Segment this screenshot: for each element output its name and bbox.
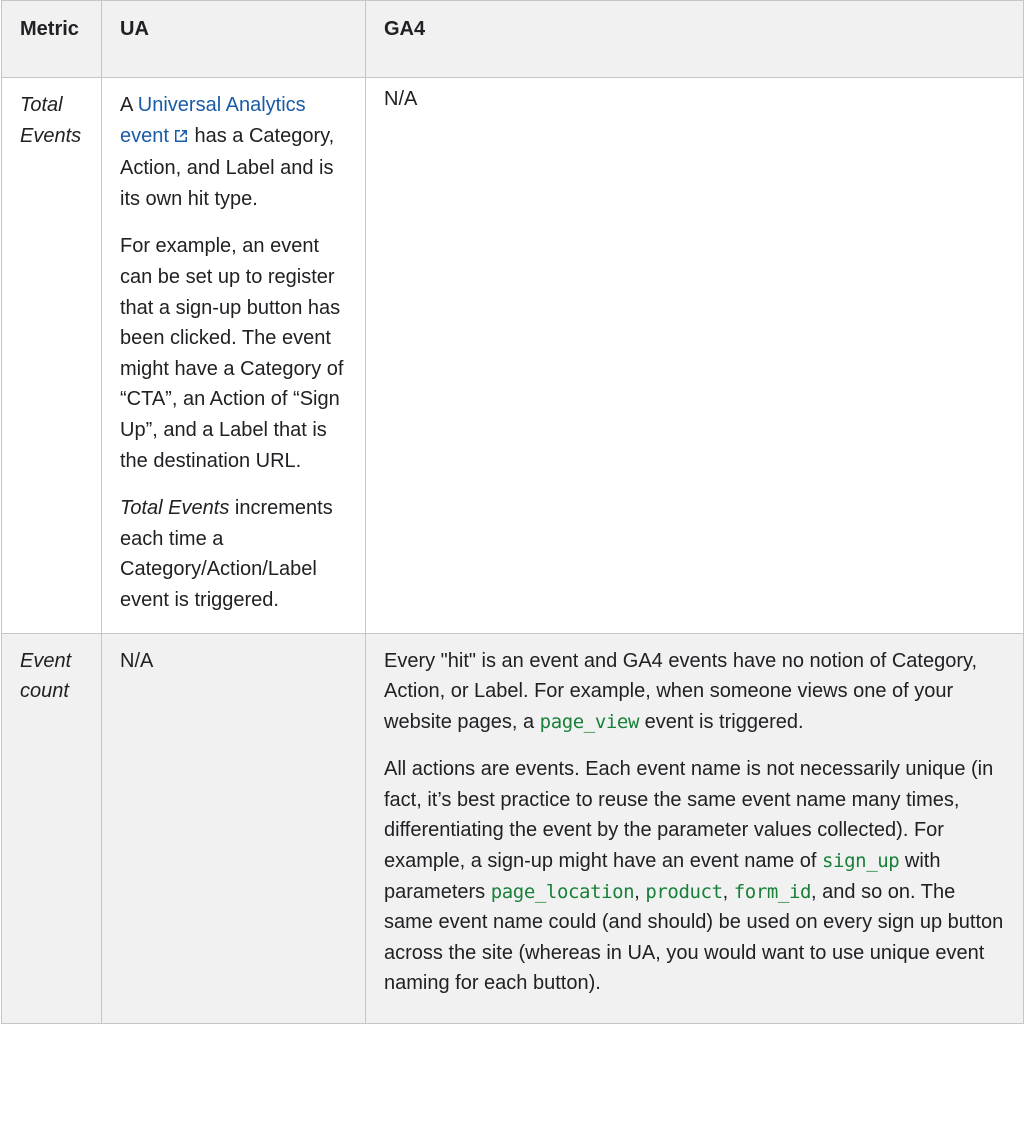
code-sign-up: sign_up bbox=[822, 850, 900, 873]
ua-paragraph-1: A Universal Analytics event has a Category, Action, and Label and is its own hit type. bbox=[120, 94, 335, 210]
ua-value: N/A bbox=[120, 649, 154, 672]
total-events-emphasis: Total Events bbox=[120, 497, 230, 520]
table-row-event-count bbox=[2, 633, 1024, 1023]
ga4-cell bbox=[366, 633, 1024, 1023]
metric-cell bbox=[2, 78, 102, 634]
ua-paragraph-2: For example, an event can be set up to register that a sign-up button has been clicked. The event might have a Category of “CTA”, an Action of “Sign Up”, and a Label that is the destination URL. bbox=[120, 235, 344, 472]
header-metric: Metric bbox=[2, 1, 102, 78]
header-ua: UA bbox=[102, 1, 366, 78]
code-product: product bbox=[645, 880, 723, 903]
ga4-value: N/A bbox=[384, 88, 418, 110]
ga4-cell bbox=[366, 78, 1024, 634]
ga4-paragraph-1: Every "hit" is an event and GA4 events have no notion of Category, Action, or Label. For example, when someone views one of your website pages, a page_view event is triggered. bbox=[384, 649, 978, 733]
comparison-table bbox=[1, 0, 1024, 1024]
code-page-location: page_location bbox=[490, 880, 635, 903]
ua-cell bbox=[102, 78, 366, 634]
external-link-icon[interactable] bbox=[173, 123, 189, 154]
code-form-id: form_id bbox=[733, 880, 812, 903]
universal-analytics-event-link[interactable]: Universal Analytics event bbox=[120, 94, 306, 147]
header-ga4: GA4 bbox=[366, 1, 1024, 78]
header-row bbox=[2, 1, 1024, 78]
code-page-view: page_view bbox=[539, 710, 640, 733]
ua-paragraph-3: Total Events increments each time a Category/Action/Label event is triggered. bbox=[120, 497, 333, 611]
ga4-paragraph-2: All actions are events. Each event name is not necessarily unique (in fact, it’s best practice to reuse the same event name many times, differentiating the event by the parameter values collected). For example, a sign-up might have an event name of sign_up with parameters page_location, product, form_id, and so on. The same event name could (and should) be used on every sign up button across the site (whereas in UA, you would want to use unique event naming for each button). bbox=[384, 758, 1004, 995]
table-row-total-events bbox=[2, 78, 1024, 634]
ua-cell bbox=[102, 633, 366, 1023]
metric-cell bbox=[2, 633, 102, 1023]
metric-label: Total Events bbox=[20, 94, 82, 147]
metric-label: Event count bbox=[20, 649, 72, 703]
